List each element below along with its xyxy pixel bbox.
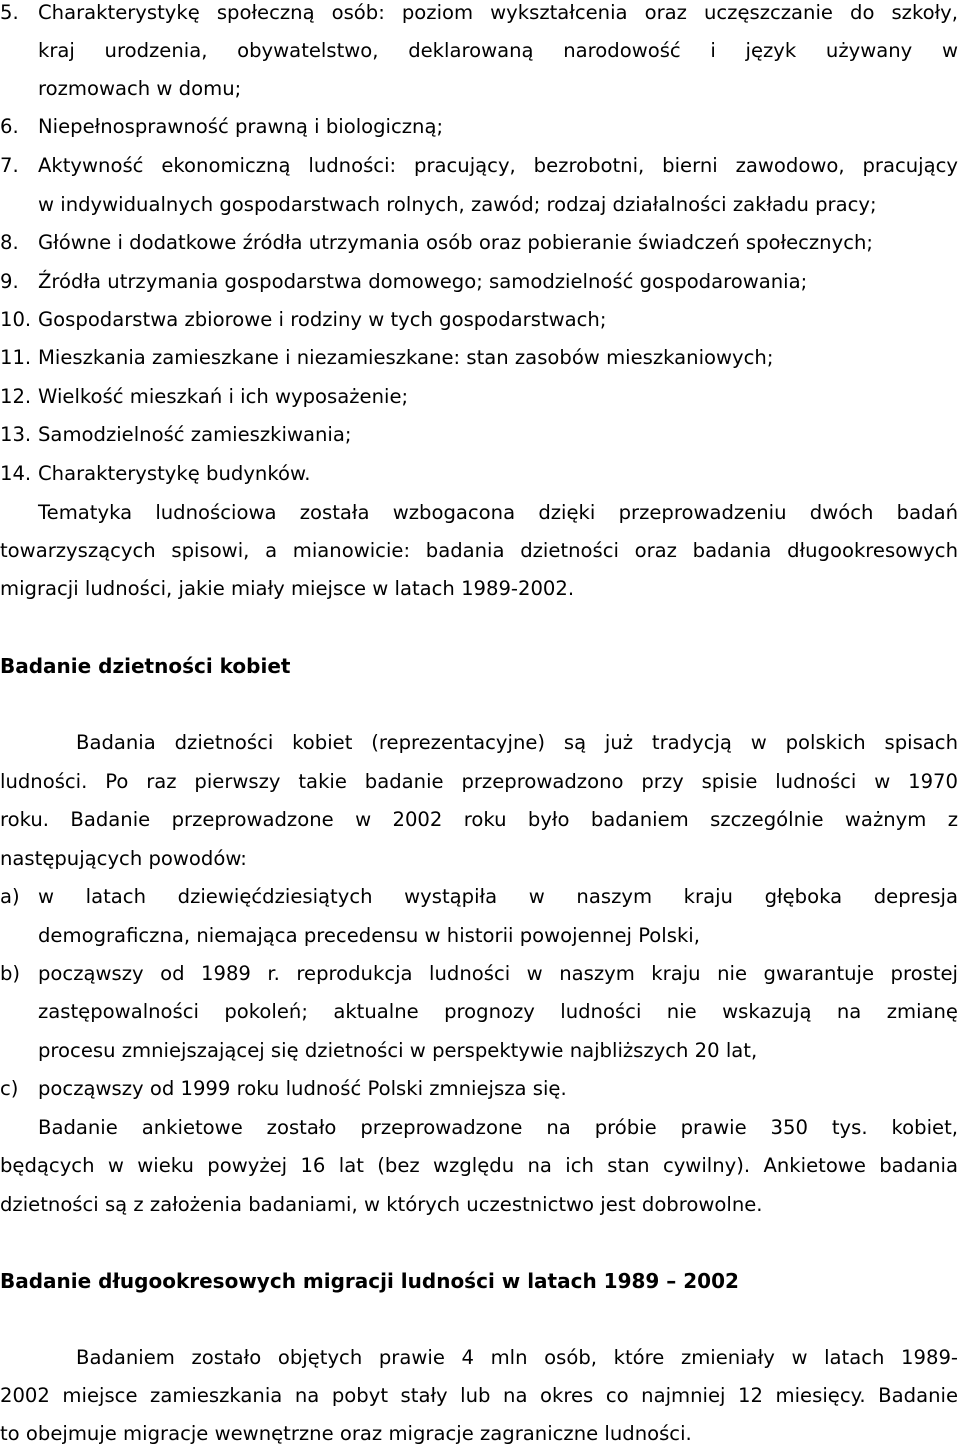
heading-text: Badanie dzietności kobiet [0,654,291,678]
paragraph-migration-line-2 [0,1377,960,1415]
paragraph-survey-line-2 [0,1147,960,1185]
section-heading-fertility [0,647,960,685]
reason-label: c) [0,1077,19,1100]
list-item-text: w indywidualnych gospodarstwach rolnych, zawód; rodzaj działalności zakładu pracy; [38,193,877,216]
list-item-9 [0,263,960,301]
list-item-13 [0,416,960,454]
paragraph-text: będących w wieku powyżej 16 lat (bez względu na ich stan cywilny). Ankietowe badania [0,1154,958,1177]
list-item-5-line-1 [0,0,960,32]
paragraph-text: Tematyka ludnościowa została wzbogacona dzięki przeprowadzeniu dwóch badań [38,501,958,524]
section-heading-migration [0,1262,960,1300]
paragraph-migration-line-3 [0,1415,960,1453]
paragraph-text: dzietności są z założenia badaniami, w których uczestnictwo jest dobrowolne. [0,1193,763,1216]
list-item-7-line-1 [0,147,960,185]
list-item-text: Niepełnosprawność prawną i biologiczną; [38,115,444,138]
list-item-12 [0,378,960,416]
reason-text: procesu zmniejszającej się dzietności w perspektywie najbliższych 20 lat, [38,1039,758,1062]
list-item-number: 9. [0,270,19,293]
list-item-5-line-2 [0,32,960,70]
paragraph-text: 2002 miejsce zamieszkania na pobyt stały lub na okres co najmniej 12 miesięcy. Badanie [0,1384,958,1407]
list-item-text: rozmowach w domu; [38,77,242,100]
list-item-number: 8. [0,231,19,254]
reason-text: począwszy od 1999 roku ludność Polski zmniejsza się. [38,1077,567,1100]
paragraph-tematyka-line-2 [0,532,960,570]
paragraph-text: Badaniem zostało objętych prawie 4 mln osób, które zmieniały w latach 1989- [76,1346,958,1369]
paragraph-tematyka-line-3 [0,570,960,608]
paragraph-fertility-line-3 [0,801,960,839]
paragraph-tematyka-line-1 [0,494,960,532]
list-item-number: 6. [0,115,19,138]
reason-text: zastępowalności pokoleń; aktualne prognozy ludności nie wskazują na zmianę [38,1000,958,1023]
reason-label: b) [0,962,21,985]
list-item-8 [0,224,960,262]
paragraph-text: migracji ludności, jakie miały miejsce w latach 1989-2002. [0,577,575,600]
reason-b-line-2 [0,993,960,1031]
paragraph-text: roku. Badanie przeprowadzone w 2002 roku było badaniem szczególnie ważnym z [0,808,958,831]
list-item-6 [0,108,960,146]
paragraph-migration-line-1 [0,1339,960,1377]
list-item-text: Gospodarstwa zbiorowe i rodziny w tych gospodarstwach; [38,308,607,331]
paragraph-fertility-line-1 [0,724,960,762]
reason-b-line-3 [0,1032,960,1070]
reason-text: demograficzna, niemająca precedensu w historii powojennej Polski, [38,924,700,947]
list-item-text: Charakterystykę budynków. [38,462,311,485]
list-item-text: Samodzielność zamieszkiwania; [38,423,352,446]
list-item-number: 14. [0,462,32,485]
paragraph-text: następujących powodów: [0,847,247,870]
list-item-10 [0,301,960,339]
list-item-5-line-3 [0,70,960,108]
paragraph-survey-line-3 [0,1186,960,1224]
paragraph-text: Badania dzietności kobiet (reprezentacyjne) są już tradycją w polskich spisach [76,731,958,754]
paragraph-text: ludności. Po raz pierwszy takie badanie przeprowadzono przy spisie ludności w 1970 [0,770,958,793]
reason-c [0,1070,960,1108]
paragraph-fertility-line-2 [0,763,960,801]
list-item-text: Mieszkania zamieszkane i niezamieszkane: stan zasobów mieszkaniowych; [38,346,774,369]
reason-a-line-1 [0,878,960,916]
list-item-text: Wielkość mieszkań i ich wyposażenie; [38,385,409,408]
reason-label: a) [0,885,20,908]
list-item-number: 5. [0,1,19,24]
list-item-text: kraj urodzenia, obywatelstwo, deklarowaną narodowość i język używany w [38,39,958,62]
list-item-number: 10. [0,308,32,331]
reason-text: począwszy od 1989 r. reprodukcja ludności w naszym kraju nie gwarantuje prostej [38,962,958,985]
heading-text: Badanie długookresowych migracji ludności w latach 1989 – 2002 [0,1269,739,1293]
list-item-text: Charakterystykę społeczną osób: poziom wykształcenia oraz uczęszczanie do szkoły, [38,1,958,24]
paragraph-text: towarzyszących spisowi, a mianowicie: badania dzietności oraz badania długookresowych [0,539,958,562]
reason-a-line-2 [0,917,960,955]
list-item-11 [0,339,960,377]
list-item-14 [0,455,960,493]
list-item-number: 12. [0,385,32,408]
paragraph-survey-line-1 [0,1109,960,1147]
paragraph-fertility-line-4 [0,840,960,878]
list-item-text: Źródła utrzymania gospodarstwa domowego; samodzielność gospodarowania; [38,270,808,293]
reason-b-line-1 [0,955,960,993]
list-item-text: Aktywność ekonomiczną ludności: pracujący, bezrobotni, bierni zawodowo, pracujący [38,154,958,177]
list-item-number: 13. [0,423,32,446]
list-item-number: 7. [0,154,19,177]
list-item-number: 11. [0,346,32,369]
paragraph-text: Badanie ankietowe zostało przeprowadzone na próbie prawie 350 tys. kobiet, [38,1116,958,1139]
list-item-text: Główne i dodatkowe źródła utrzymania osób oraz pobieranie świadczeń społecznych; [38,231,873,254]
paragraph-text: to obejmuje migracje wewnętrzne oraz migracje zagraniczne ludności. [0,1422,692,1445]
list-item-7-line-2 [0,186,960,224]
reason-text: w latach dziewięćdziesiątych wystąpiła w naszym kraju głęboka depresja [38,885,958,908]
